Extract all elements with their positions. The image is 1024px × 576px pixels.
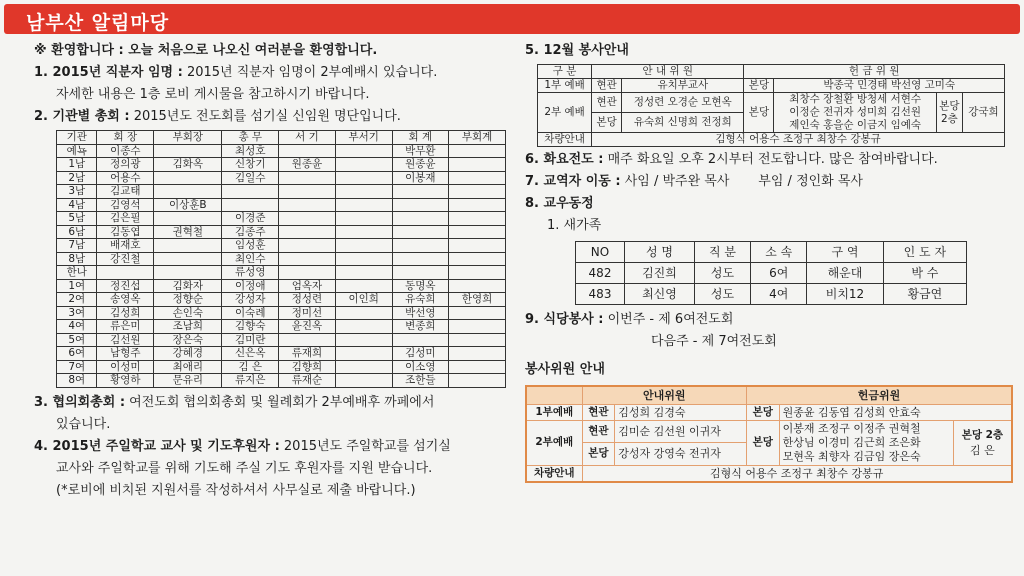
place: 현관: [592, 79, 622, 93]
table-cell: [279, 333, 336, 347]
table-cell: 유숙희: [392, 293, 449, 307]
table-cell: 장은숙: [154, 333, 222, 347]
row-label: 2부 예배: [538, 93, 592, 133]
table-row: [57, 252, 506, 266]
table-cell: 류재순: [279, 374, 336, 388]
table-cell: 김종주: [222, 225, 279, 239]
item-7: 7. 교역자 이동 : 사임 / 박주완 목사 부임 / 정인화 목사: [525, 174, 863, 189]
table-cell: 6남: [57, 225, 97, 239]
table-cell: [392, 198, 449, 212]
table-cell: 4여: [57, 320, 97, 334]
table-cell: 황금연: [883, 284, 966, 305]
place: 본당: [746, 420, 779, 465]
table-cell: 원종윤: [279, 158, 336, 172]
table-cell: 5여: [57, 333, 97, 347]
table-cell: 2남: [57, 171, 97, 185]
table-cell: 4남: [57, 198, 97, 212]
table-row: [57, 239, 506, 253]
table-cell: 김향희: [279, 360, 336, 374]
item-5: 5. 12월 봉사안내: [525, 43, 629, 58]
item-3: 3. 협의회총회 : 여전도회 협의회총회 및 월례회가 2부예배후 까페에서: [34, 394, 435, 410]
table-cell: 류재희: [279, 347, 336, 361]
table-cell: 최성호: [222, 144, 279, 158]
table-cell: [335, 198, 392, 212]
table-cell: [335, 212, 392, 226]
table-row: [57, 333, 506, 347]
table-cell: 최애리: [154, 360, 222, 374]
table-cell: 원종윤: [392, 158, 449, 172]
column-header: NO: [576, 242, 625, 263]
table-cell: 강혜경: [154, 347, 222, 361]
item-8: 8. 교우동정: [525, 196, 594, 211]
table-cell: 2여: [57, 293, 97, 307]
floor-cell: 본당 2층 김 은: [953, 420, 1012, 465]
table-cell: 3남: [57, 185, 97, 199]
place: 본당: [744, 79, 774, 93]
table-cell: 박 수: [883, 263, 966, 284]
item-8-sub: 1. 새가족: [547, 218, 602, 233]
table-cell: [449, 333, 506, 347]
table-cell: [279, 225, 336, 239]
table-cell: 김 은: [222, 360, 279, 374]
table-cell: 윤진옥: [279, 320, 336, 334]
vehicle-names: 김형식 어용수 조정구 최창수 강봉규: [592, 133, 1005, 147]
table-cell: 한나: [57, 266, 97, 280]
table-row: [57, 266, 506, 280]
table-cell: 정진섭: [97, 279, 154, 293]
table-cell: 류성영: [222, 266, 279, 280]
table-cell: 최인수: [222, 252, 279, 266]
table-cell: [335, 225, 392, 239]
table-cell: 정향순: [154, 293, 222, 307]
officers-table: [56, 130, 506, 388]
header-guide: 안내위원: [582, 386, 746, 404]
table-cell: [335, 306, 392, 320]
table-cell: [392, 239, 449, 253]
table-cell: [279, 198, 336, 212]
table-row: [57, 279, 506, 293]
row-label: 차량안내: [538, 133, 592, 147]
row-label: 1부 예배: [538, 79, 592, 93]
table-cell: 이정애: [222, 279, 279, 293]
table-cell: 성도: [694, 284, 750, 305]
offering-names: 원종윤 김동엽 김성희 안효숙: [779, 404, 1012, 420]
table-cell: [222, 185, 279, 199]
table-cell: 동명옥: [392, 279, 449, 293]
column-header: 총 무: [222, 131, 279, 145]
table-cell: [449, 144, 506, 158]
table-cell: 신창기: [222, 158, 279, 172]
row-label: 1부예배: [526, 404, 582, 420]
place: 현관: [582, 420, 615, 443]
service-volunteers-table: [525, 385, 1013, 483]
table-cell: 이종수: [97, 144, 154, 158]
table-cell: [449, 185, 506, 199]
right-column: [525, 40, 1015, 483]
table-row: [57, 144, 506, 158]
item-4: 4. 2015년 주일학교 교사 및 기도후원자 : 2015년도 주일학교를 섬기실: [34, 438, 451, 454]
item-9: 9. 식당봉사 : 이번주 - 제 6여전도회: [525, 312, 734, 327]
item-1: 1. 2015년 직분자 임명 : 2015년 직분자 임명이 2부예배시 있습니다.: [34, 65, 438, 80]
table-cell: 한영희: [449, 293, 506, 307]
table-cell: 김교태: [97, 185, 154, 199]
table-row: [576, 263, 967, 284]
table-cell: [222, 198, 279, 212]
header-offering: 헌 금 위 원: [744, 65, 1005, 79]
place: 현관: [592, 93, 622, 113]
table-cell: 이봉재: [392, 171, 449, 185]
item-9-line2: 다음주 - 제 7여전도회: [651, 334, 777, 349]
table-cell: [392, 185, 449, 199]
table-cell: [449, 279, 506, 293]
table-cell: 이성미: [97, 360, 154, 374]
table-cell: [449, 239, 506, 253]
new-family-table: [575, 241, 967, 305]
table-cell: 남형주: [97, 347, 154, 361]
table-cell: [154, 144, 222, 158]
column-header: 인 도 자: [883, 242, 966, 263]
table-cell: [154, 185, 222, 199]
table-cell: 최신영: [625, 284, 695, 305]
table-cell: [392, 212, 449, 226]
table-cell: 3여: [57, 306, 97, 320]
table-cell: 4여: [751, 284, 807, 305]
guide-names: 김미순 김선원 이귀자: [615, 420, 747, 443]
table-cell: [449, 374, 506, 388]
table-cell: [449, 212, 506, 226]
table-row: [57, 185, 506, 199]
table-row: [57, 360, 506, 374]
table-cell: 송영옥: [97, 293, 154, 307]
table-cell: 엄옥자: [279, 279, 336, 293]
table-cell: 조남희: [154, 320, 222, 334]
table-cell: [154, 266, 222, 280]
table-cell: 신은옥: [222, 347, 279, 361]
newfam-header-row: [576, 242, 967, 263]
place: 본당: [744, 93, 774, 133]
table-cell: 예뇩: [57, 144, 97, 158]
table-cell: [335, 252, 392, 266]
header-gubun: 구 분: [538, 65, 592, 79]
column-header: 구 역: [807, 242, 883, 263]
table-cell: 강진철: [97, 252, 154, 266]
table-cell: 483: [576, 284, 625, 305]
offering-names: 박종국 민경태 박선영 고미숙: [774, 79, 1005, 93]
table-cell: 김은필: [97, 212, 154, 226]
table-cell: [392, 333, 449, 347]
header: [0, 0, 1024, 38]
header-guide: 안 내 위 원: [592, 65, 744, 79]
table-cell: [279, 239, 336, 253]
service-title: 봉사위원 안내: [525, 362, 605, 377]
welcome-text: ※ 환영합니다 : 오늘 처음으로 나오신 여러분을 환영합니다.: [34, 43, 378, 58]
table-cell: 이상훈B: [154, 198, 222, 212]
column-header: 회 장: [97, 131, 154, 145]
column-header: 부회장: [154, 131, 222, 145]
table-row: [576, 284, 967, 305]
table-cell: [154, 239, 222, 253]
column-header: 부서기: [335, 131, 392, 145]
guide-names: 유치부교사: [622, 79, 744, 93]
table-cell: 문유리: [154, 374, 222, 388]
table-cell: 7남: [57, 239, 97, 253]
column-header: 성 명: [625, 242, 695, 263]
table-cell: 어용수: [97, 171, 154, 185]
table-cell: [335, 171, 392, 185]
table-cell: [154, 252, 222, 266]
table-cell: [335, 374, 392, 388]
column-header: 소 속: [751, 242, 807, 263]
table-cell: 김화옥: [154, 158, 222, 172]
table-cell: [335, 239, 392, 253]
table-cell: 정미선: [279, 306, 336, 320]
place: 현관: [582, 404, 615, 420]
table-cell: 배재호: [97, 239, 154, 253]
guide-names: 강성자 강영숙 전귀자: [615, 443, 747, 466]
place: 본당: [592, 113, 622, 133]
table-cell: [449, 158, 506, 172]
table-cell: [335, 266, 392, 280]
column-header: 직 분: [694, 242, 750, 263]
table-cell: [449, 360, 506, 374]
table-cell: 1남: [57, 158, 97, 172]
officers-header-row: [57, 131, 506, 145]
table-cell: [335, 333, 392, 347]
table-cell: [279, 266, 336, 280]
table-row: [57, 198, 506, 212]
table-cell: 김화자: [154, 279, 222, 293]
table-cell: 이경준: [222, 212, 279, 226]
table-cell: 7여: [57, 360, 97, 374]
table-cell: 김향숙: [222, 320, 279, 334]
guide-names: 유숙희 신명희 전정희: [622, 113, 744, 133]
vehicle-names: 김형식 어용수 조정구 최창수 강봉규: [582, 465, 1012, 482]
table-cell: [449, 347, 506, 361]
december-service-table: [537, 64, 1005, 147]
table-cell: 482: [576, 263, 625, 284]
table-cell: [392, 252, 449, 266]
table-cell: 이인희: [335, 293, 392, 307]
column-header: 기관: [57, 131, 97, 145]
table-cell: 류지은: [222, 374, 279, 388]
table-cell: 성도: [694, 263, 750, 284]
table-cell: [279, 144, 336, 158]
place: 본당: [582, 443, 615, 466]
table-cell: [335, 347, 392, 361]
table-cell: 박무환: [392, 144, 449, 158]
table-cell: 8남: [57, 252, 97, 266]
place: 본당: [746, 404, 779, 420]
table-cell: [449, 171, 506, 185]
guide-names: 김성희 김경숙: [615, 404, 747, 420]
table-cell: 김일수: [222, 171, 279, 185]
table-cell: 권혁철: [154, 225, 222, 239]
table-cell: [335, 360, 392, 374]
table-cell: [97, 266, 154, 280]
table-cell: 김영석: [97, 198, 154, 212]
table-cell: 6여: [751, 263, 807, 284]
column-header: 회 계: [392, 131, 449, 145]
table-row: [57, 158, 506, 172]
offering-names: 최창수 장철환 방청세 서현수 이정순 전귀자 성미희 김선원 제인숙 홍을순 이금지 임예숙: [774, 93, 936, 133]
table-cell: [449, 225, 506, 239]
table-cell: 정성련: [279, 293, 336, 307]
row-label: 차량안내: [526, 465, 582, 482]
table-row: [57, 374, 506, 388]
table-cell: 류은미: [97, 320, 154, 334]
table-cell: [279, 185, 336, 199]
table-cell: [335, 158, 392, 172]
item-4-line3: (*로비에 비치된 지원서를 작성하셔서 사무실로 제출 바랍니다.): [56, 482, 416, 498]
table-cell: 임성훈: [222, 239, 279, 253]
item-4-line2: 교사와 주일학교를 위해 기도해 주실 기도 후원자를 지원 받습니다.: [56, 460, 433, 476]
row-label: 2부예배: [526, 420, 582, 465]
table-cell: 1여: [57, 279, 97, 293]
table-cell: 정의광: [97, 158, 154, 172]
table-row: [57, 320, 506, 334]
table-cell: [154, 212, 222, 226]
table-cell: 김성미: [392, 347, 449, 361]
table-cell: [449, 320, 506, 334]
table-row: [57, 171, 506, 185]
table-cell: 해운대: [807, 263, 883, 284]
table-cell: 강성자: [222, 293, 279, 307]
table-row: [57, 212, 506, 226]
table-cell: [392, 266, 449, 280]
table-cell: 김미란: [222, 333, 279, 347]
item-1-line2: 자세한 내용은 1층 로비 게시물을 참고하시기 바랍니다.: [56, 87, 370, 102]
table-cell: [279, 252, 336, 266]
table-row: [57, 306, 506, 320]
table-cell: [392, 225, 449, 239]
table-cell: [279, 171, 336, 185]
table-cell: [335, 320, 392, 334]
table-cell: 김선원: [97, 333, 154, 347]
table-cell: 박선영: [392, 306, 449, 320]
table-cell: 손인숙: [154, 306, 222, 320]
header-offering: 헌금위원: [746, 386, 1012, 404]
table-cell: [154, 171, 222, 185]
place: 본당 2층: [936, 93, 962, 133]
page-title: 남부산 알림마당: [26, 12, 170, 34]
table-cell: [335, 185, 392, 199]
table-cell: [449, 252, 506, 266]
table-cell: [335, 144, 392, 158]
offering-names: 강국희: [962, 93, 1004, 133]
table-cell: 황영하: [97, 374, 154, 388]
table-cell: 8여: [57, 374, 97, 388]
table-row: [57, 293, 506, 307]
table-cell: [449, 266, 506, 280]
table-cell: [449, 306, 506, 320]
table-row: [57, 347, 506, 361]
guide-names: 정성련 오경순 모현옥: [622, 93, 744, 113]
table-cell: 김진희: [625, 263, 695, 284]
table-cell: 6여: [57, 347, 97, 361]
table-cell: 김성희: [97, 306, 154, 320]
table-cell: 변종희: [392, 320, 449, 334]
table-cell: 비치12: [807, 284, 883, 305]
table-cell: [335, 279, 392, 293]
table-row: [57, 225, 506, 239]
offering-names: 이봉재 조정구 이정주 권혁철 한상님 이경미 김근희 조은화 모현옥 최향자 김금임 장은숙: [779, 420, 953, 465]
table-cell: 이숙례: [222, 306, 279, 320]
table-cell: 조한들: [392, 374, 449, 388]
table-cell: [449, 198, 506, 212]
table-cell: 5남: [57, 212, 97, 226]
item-3-line2: 있습니다.: [56, 416, 111, 432]
table-cell: [279, 212, 336, 226]
item-2: 2. 기관별 총회 : 2015년도 전도회를 섬기실 신임원 명단입니다.: [34, 109, 401, 124]
table-cell: 이소영: [392, 360, 449, 374]
item-6: 6. 화요전도 : 매주 화요일 오후 2시부터 전도합니다. 많은 참여바랍니다.: [525, 152, 938, 167]
column-header: 부회계: [449, 131, 506, 145]
left-column: [34, 40, 504, 502]
table-cell: 김동엽: [97, 225, 154, 239]
column-header: 서 기: [279, 131, 336, 145]
